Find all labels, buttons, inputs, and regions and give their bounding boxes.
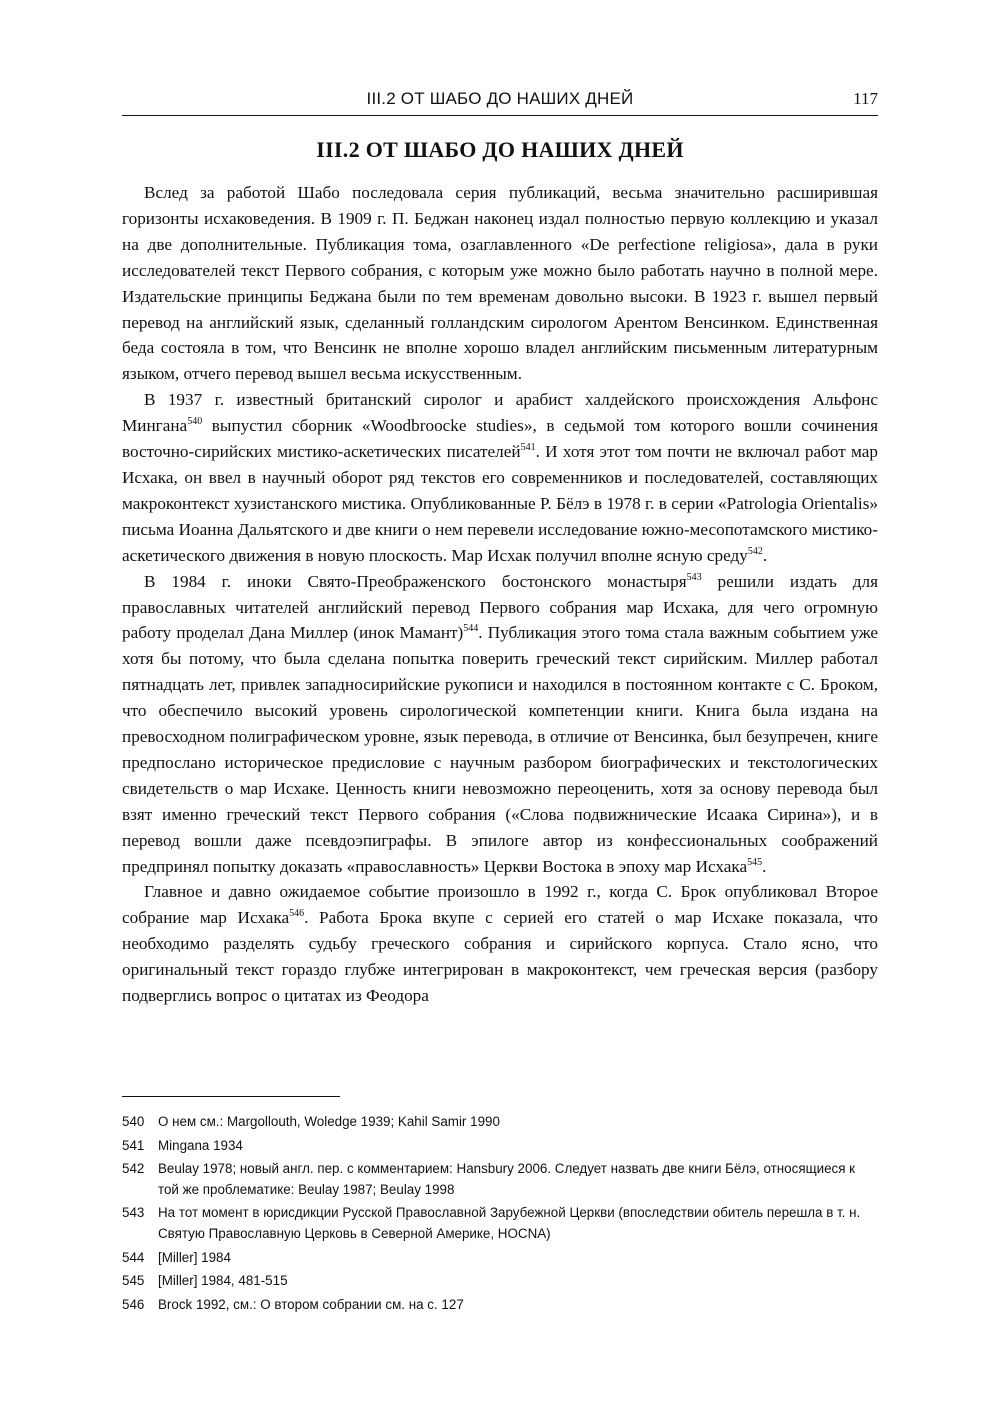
footnote-reference[interactable]: 543 — [686, 571, 702, 583]
footnote-number: 546 — [122, 1296, 145, 1312]
paragraph-text: Главное и давно ожидаемое событие произошло в 1992 г., когда С. Брок опубликовал Второе собрание мар Исхака — [122, 882, 878, 928]
footnote-number: 544 — [122, 1249, 145, 1265]
paragraph-text: . — [762, 856, 767, 876]
footnote-reference[interactable]: 540 — [187, 416, 203, 428]
footnote — [122, 1203, 878, 1244]
footnote-number: 541 — [122, 1137, 145, 1153]
footnote-number: 540 — [122, 1114, 145, 1129]
footnote — [122, 1248, 878, 1269]
paragraph-text: . Работа Брока вкупе с серией его статей о мар Исхаке показала, что необходимо разделять судьбу греческого собрания и сирийского корпуса. Стало ясно, что оригинальный текст гораздо глубже интегрирован в макроконтекст, чем греческая версия (разбору подверглись вопрос о цитатах из Феодора — [122, 908, 878, 1006]
paragraph — [122, 569, 878, 880]
footnote — [122, 1159, 878, 1200]
paragraph-text: В 1984 г. иноки Свято-Преображенского бостонского монастыря — [144, 571, 687, 591]
book-page — [122, 0, 878, 1407]
footnote — [122, 1295, 878, 1316]
paragraph — [122, 387, 878, 568]
footnote-text: О нем см.: Margollouth, Woledge 1939; Kahil Samir 1990 — [158, 1114, 500, 1129]
paragraph-text: решили издать для православных читателей английский перевод Первого собрания мар Исхака, для чего огромную работу проделал Дана Миллер (инок Мамант) — [122, 571, 878, 643]
footnote — [122, 1112, 878, 1133]
footnote-number: 542 — [122, 1161, 145, 1177]
paragraph-text: . Публикация этого тома стала важным событием уже хотя бы потому, что была сделана попытка поверить греческий текст сирийским. Миллер работал пятнадцать лет, привлек западносирийские рукописи и находился в постоянном контакте с С. Броком, что обеспечило высокий уровень сирологической компетенции книги. Книга была издана на превосходном полиграфическом уровне, язык перевода, в отличие от Венсинка, был безупречен, книге предпослано историческое предисловие с научным разбором биографических и текстологических свидетельств о мар Исхаке. Ценность книги невозможно переоценить, хотя за основу перевода был взят именно греческий текст Первого собрания («Слова подвижнические Исаака Сирина»), и в перевод вошли даже псевдоэпиграфы. В эпилоге автор из конфессиональных соображений предпринял попытку доказать «православность» Церкви Востока в эпоху мар Исхака — [122, 623, 878, 876]
footnotes — [122, 1112, 878, 1318]
footnote-number: 543 — [122, 1205, 145, 1221]
footnote-text: Beulay 1978; новый англ. пер. с комментарием: Hansbury 2006. Следует назвать две книги Бёлэ, относящиеся к той же проблематике: Beulay 1987; Beulay 1998 — [158, 1161, 856, 1197]
footnote-reference[interactable]: 546 — [289, 908, 305, 920]
footnote-text: Mingana 1934 — [158, 1137, 243, 1153]
body-text — [122, 180, 878, 1009]
paragraph-text: В 1937 г. известный британский сиролог и арабист халдейского происхождения Альфонс Мингана — [122, 390, 878, 436]
footnote-reference[interactable]: 541 — [520, 442, 536, 454]
footnote-number: 545 — [122, 1273, 145, 1289]
footnote-reference[interactable]: 544 — [463, 623, 479, 635]
paragraph — [122, 879, 878, 1009]
footnote-text: [Miller] 1984 — [158, 1249, 231, 1265]
paragraph — [122, 180, 878, 387]
footnote — [122, 1271, 878, 1292]
footnote-reference[interactable]: 542 — [747, 545, 763, 557]
running-title: III.2 ОТ ШАБО ДО НАШИХ ДНЕЙ — [366, 89, 634, 108]
running-header — [122, 87, 878, 116]
footnote-divider — [122, 1096, 340, 1097]
paragraph-text: выпустил сборник «Woodbroocke studies», в седьмой том которого вошли сочинения восточно-сирийских мистико-аскетических писателей — [122, 416, 878, 462]
footnote-text: [Miller] 1984, 481-515 — [158, 1273, 288, 1289]
paragraph-text: . — [762, 545, 768, 565]
page-number: 117 — [853, 89, 878, 108]
paragraph-text: . И хотя этот том почти не включал работ мар Исхака, он ввел в научный оборот ряд текстов его современников и последователей, составляющих макроконтекст хузистанского мистика. Опубликованные Р. Бёлэ в 1978 г. в серии «Patrologia Orientalis» письма Иоанна Дальятского и две книги о нем перевели исследование южно-месопотамского мистико-аскетического движения в новую плоскость. Мар Исхак получил вполне ясную среду — [122, 442, 878, 565]
footnote-text: На тот момент в юрисдикции Русской Православной Зарубежной Церкви (впоследствии обитель перешла в т. н. Святую Православную Церковь в Северной Америке, HOCNA) — [158, 1205, 861, 1241]
section-heading: III.2 ОТ ШАБО ДО НАШИХ ДНЕЙ — [316, 137, 684, 162]
footnote-reference[interactable]: 545 — [747, 856, 763, 868]
paragraph-text: Вслед за работой Шабо последовала серия публикаций, весьма значительно расширившая горизонты исхаковедения. В 1909 г. П. Беджан наконец издал полностью первую коллекцию и указал на две дополнительные. Публикация тома, озаглавленного «De perfectione religiosa», дала в руки исследователей текст Первого собрания, с которым уже можно было работать научно в полной мере. Издательские принципы Беджана были по тем временам довольно высоки. В 1923 г. вышел первый перевод на английский язык, сделанный голландским сирологом Арентом Венсинком. Единственная беда состояла в том, что Венсинк не вполне хорошо владел английским письменным литературным языком, отчего перевод вышел весьма искусственным. — [122, 183, 878, 384]
footnote — [122, 1136, 878, 1157]
footnote-text: Brock 1992, см.: О втором собрании см. на с. 127 — [158, 1296, 464, 1312]
